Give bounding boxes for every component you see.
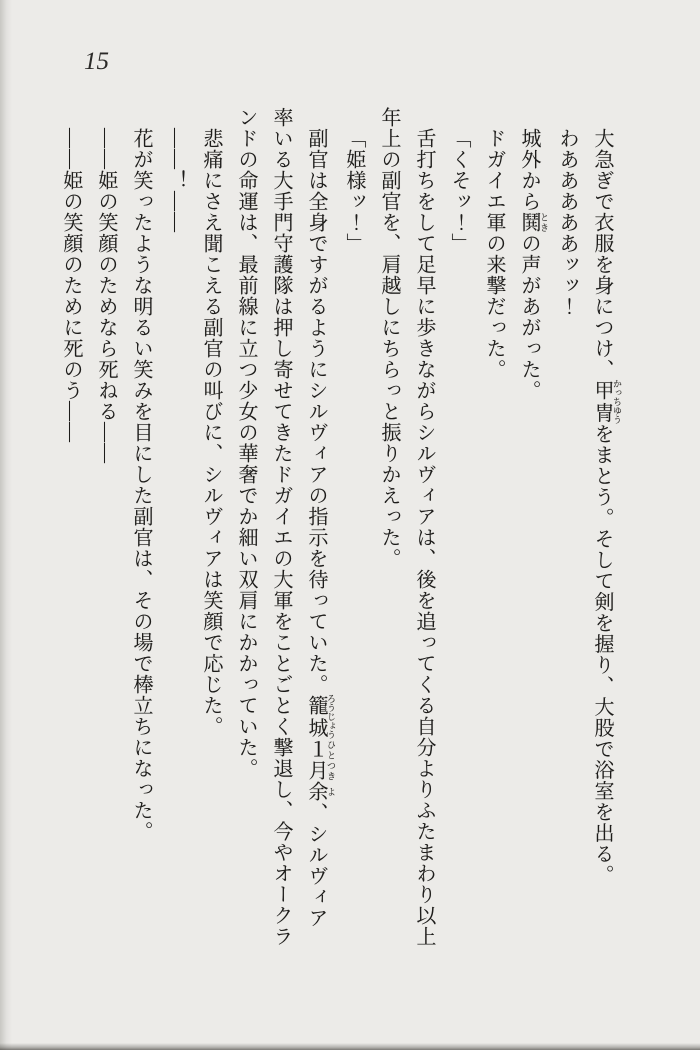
text-line: 悲痛にさえ聞こえる副官の叫びに、シルヴィアは笑顔で応じた。 [200, 128, 222, 737]
page-edge-shadow-bottom [0, 1043, 700, 1050]
text-line: ドガイエ軍の来撃だった。 [483, 128, 505, 380]
text-line: わあああああッッ！ [556, 128, 578, 317]
text-line: ――！―― [165, 128, 187, 233]
text-line: 舌打ちをして足早に歩きながらシルヴィアは、後を追ってくる自分よりふたまわり以上 [413, 128, 435, 947]
text-line: 大急ぎで衣服を身につけ、甲冑 かっちゆうをまとう。そして剣を握り、大股で浴室を出る。 [591, 128, 622, 886]
text-line: ンドの命運は、最前線に立つ少女の華奢でか細い双肩にかかっていた。 [235, 107, 257, 779]
ruby-annotated-word: 余 よ [305, 781, 336, 803]
text-line: 副官は全身ですがるようにシルヴィアの指示を待っていた。籠城 ろうじょう１月 ひとつき余 よ、シルヴィア [305, 128, 336, 929]
text-line: 「姫様ッ！」 [343, 128, 365, 254]
page-number: 15 [84, 48, 109, 75]
ruby-annotated-word: 籠城 ろうじょう [305, 694, 336, 740]
text-line: 城外から鬨 ときの声があがった。 [518, 128, 549, 401]
page-edge-shadow-left [0, 0, 12, 1050]
text-line: ――姫の笑顔のためなら死ねる―― [95, 128, 117, 464]
text-line: ――姫の笑顔のために死のう―― [60, 128, 82, 443]
ruby-annotated-word: １月 ひとつき [305, 739, 336, 782]
text-line: 率いる大手門守護隊は押し寄せてきたドガイエの大軍をことごとく撃退し、今やオークラ [270, 107, 292, 947]
text-line: 花が笑ったような明るい笑みを目にした副官は、その場で棒立ちになった。 [130, 128, 152, 842]
ruby-annotated-word: 甲冑 かっちゆう [591, 379, 622, 425]
text-line: 「くそッ！」 [448, 128, 470, 254]
text-line: 年上の副官を、肩越しにちらっと振りかえった。 [378, 107, 400, 569]
ruby-annotated-word: 鬨 とき [518, 212, 549, 233]
text-block [53, 107, 622, 952]
